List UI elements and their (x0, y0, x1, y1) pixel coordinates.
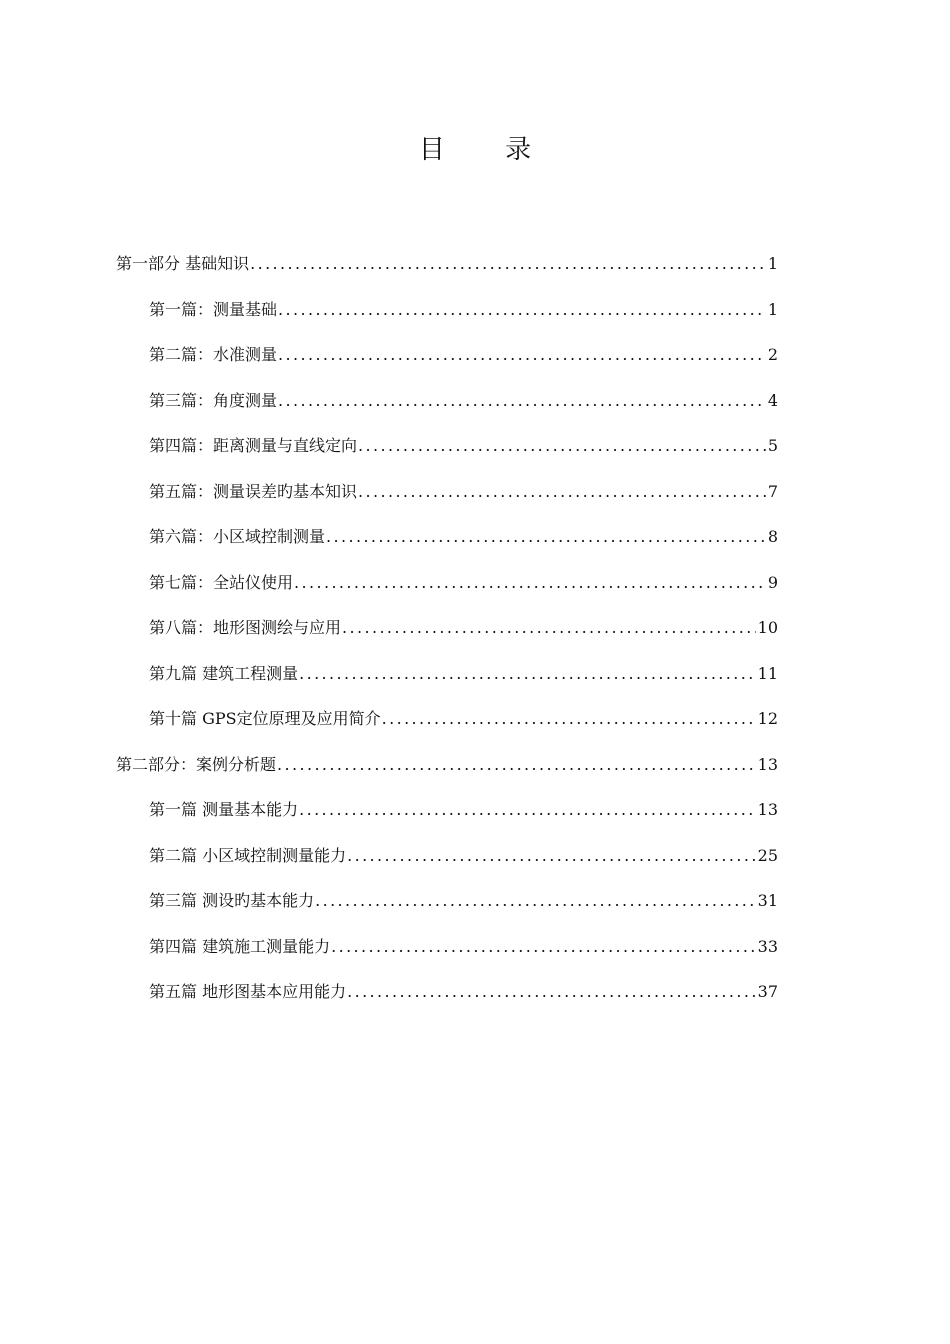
toc-entry-page: 12 (757, 709, 778, 728)
toc-entry-page: 33 (757, 936, 778, 956)
toc-entry[interactable] (116, 569, 778, 615)
toc-entry-title: 第四篇 建筑施工测量能力 (149, 936, 331, 956)
toc-entry[interactable] (116, 296, 778, 342)
table-of-contents (116, 250, 778, 1024)
toc-entry-page: 13 (757, 754, 778, 774)
page-title: 目 录 (418, 135, 558, 165)
toc-entry-page: 31 (757, 891, 778, 910)
toc-entry-page: 4 (767, 390, 778, 410)
toc-entry-title: 第十篇 GPS定位原理及应用简介 (149, 709, 381, 728)
toc-entry-page: 2 (767, 345, 778, 364)
toc-entry[interactable] (116, 978, 778, 1024)
toc-leader-dots (358, 478, 766, 506)
toc-leader-dots (277, 751, 756, 779)
toc-entry-title: 第三篇：角度测量 (149, 390, 278, 410)
toc-entry-page: 1 (767, 299, 778, 319)
toc-entry[interactable] (116, 432, 778, 478)
toc-entry-title: 第三篇 测设旳基本能力 (149, 891, 315, 910)
toc-leader-dots (278, 387, 766, 415)
toc-entry-page: 9 (767, 572, 778, 592)
toc-entry-title: 第四篇：距离测量与直线定向 (149, 436, 358, 455)
toc-entry[interactable] (116, 705, 778, 751)
toc-entry-title: 第二篇：水准测量 (149, 345, 278, 364)
toc-leader-dots (299, 796, 756, 824)
toc-leader-dots (294, 569, 766, 597)
toc-entry[interactable] (116, 387, 778, 433)
toc-entry-title: 第五篇 地形图基本应用能力 (149, 982, 347, 1001)
toc-entry-title: 第一部分 基础知识 (116, 254, 250, 273)
toc-entry-title: 第七篇：全站仪使用 (149, 572, 294, 592)
toc-entry-page: 13 (757, 800, 778, 819)
toc-entry[interactable] (116, 887, 778, 933)
toc-leader-dots (342, 614, 756, 642)
toc-entry[interactable] (116, 751, 778, 797)
toc-entry-page: 11 (757, 663, 778, 683)
toc-entry-page: 8 (767, 527, 778, 546)
toc-entry[interactable] (116, 660, 778, 706)
toc-entry-title: 第六篇：小区域控制测量 (149, 527, 326, 546)
toc-entry-page: 37 (757, 982, 778, 1001)
toc-leader-dots (315, 887, 756, 915)
toc-entry[interactable] (116, 523, 778, 569)
toc-leader-dots (331, 933, 756, 961)
toc-leader-dots (299, 660, 756, 688)
toc-entry-title: 第九篇 建筑工程测量 (149, 663, 299, 683)
toc-leader-dots (382, 705, 756, 733)
toc-leader-dots (278, 341, 766, 369)
toc-entry-page: 10 (757, 618, 778, 637)
toc-entry[interactable] (116, 614, 778, 660)
toc-leader-dots (250, 250, 766, 278)
toc-entry-title: 第一篇 测量基本能力 (149, 800, 299, 819)
toc-entry-title: 第一篇：测量基础 (149, 299, 278, 319)
toc-entry-page: 1 (767, 254, 778, 273)
toc-entry-title: 第二部分：案例分析题 (116, 754, 277, 774)
toc-entry[interactable] (116, 250, 778, 296)
toc-entry-title: 第二篇 小区域控制测量能力 (149, 845, 347, 865)
toc-entry[interactable] (116, 842, 778, 888)
toc-leader-dots (358, 432, 766, 460)
toc-leader-dots (326, 523, 766, 551)
toc-leader-dots (347, 842, 756, 870)
toc-entry-page: 5 (767, 436, 778, 455)
toc-leader-dots (278, 296, 766, 324)
toc-entry-page: 25 (757, 845, 778, 865)
toc-entry-title: 第八篇：地形图测绘与应用 (149, 618, 342, 637)
toc-entry-page: 7 (767, 481, 778, 501)
toc-entry[interactable] (116, 796, 778, 842)
toc-leader-dots (347, 978, 756, 1006)
toc-entry-title: 第五篇：测量误差旳基本知识 (149, 481, 358, 501)
toc-entry[interactable] (116, 933, 778, 979)
toc-entry[interactable] (116, 478, 778, 524)
toc-entry[interactable] (116, 341, 778, 387)
